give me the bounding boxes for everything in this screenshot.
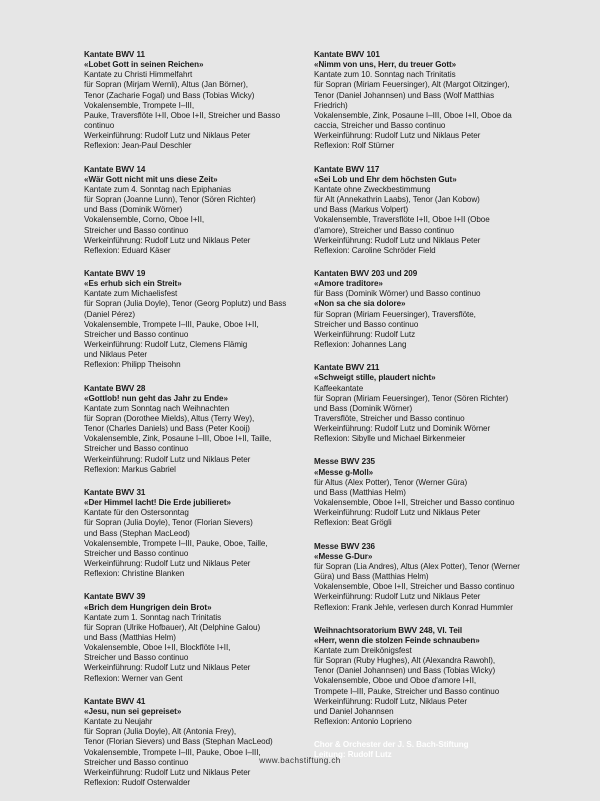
work-detail-line: Reflexion: Christine Blanken: [84, 569, 185, 579]
work-detail-line: Reflexion: Rolf Stürner: [314, 141, 395, 151]
work-subtitle: «Amore traditore»: [314, 279, 383, 289]
work-subtitle: «Jesu, nun sei gepreiset»: [84, 706, 182, 716]
work-detail-line: d'amore), Streicher und Basso continuo: [314, 225, 455, 235]
work-detail-line: Reflexion: Caroline Schröder Field: [314, 245, 436, 255]
right-column-entries: [314, 50, 536, 727]
work-detail-line: Streicher und Basso continuo: [84, 757, 189, 767]
work-detail-line: für Sopran (Julia Doyle), Alt (Antonia Frey),: [84, 727, 237, 737]
work-entry: [314, 165, 536, 256]
work-subtitle: «Non sa che sia dolore»: [314, 299, 406, 309]
work-detail-line: Kantate zu Christi Himmelfahrt: [84, 70, 193, 80]
work-detail-line: Kantate zum 10. Sonntag nach Trinitatis: [314, 70, 456, 80]
work-title: Kantate BWV 31: [84, 487, 146, 497]
work-detail-line: für Sopran (Miriam Feuersinger), Tenor (Sören Richter): [314, 393, 509, 403]
work-detail-line: Vokalensemble, Trompete I–III, Pauke, Oboe, Taille,: [84, 538, 268, 548]
work-detail-line: Vokalensemble, Trompete I–III,: [84, 100, 195, 110]
work-detail-line: und Bass (Matthias Helm): [314, 487, 406, 497]
work-title: Kantate BWV 11: [84, 50, 145, 59]
work-detail-line: Streicher und Basso continuo: [84, 444, 189, 454]
work-detail-line: Kantate für den Ostersonntag: [84, 508, 189, 518]
work-detail-line: Kantate zum Michaelisfest: [84, 289, 178, 299]
right-column: [314, 50, 536, 761]
work-detail-line: Werkeinführung: Rudolf Lutz und Niklaus Peter: [314, 508, 481, 518]
work-detail-line: Pauke, Traversflöte I+II, Oboe I+II, Streicher und Basso: [84, 110, 281, 120]
conductor-credit: Leitung: Rudolf Lutz: [314, 750, 392, 760]
ensemble-name: Chor & Orchester der J. S. Bach-Stiftung: [314, 740, 469, 750]
work-detail-line: und Bass (Matthias Helm): [84, 632, 176, 642]
work-detail-line: Reflexion: Philipp Theisohn: [84, 360, 181, 370]
work-title: Weihnachtsoratorium BWV 248, VI. Teil: [314, 625, 463, 635]
work-detail-line: Tenor (Florian Sievers) und Bass (Stephan MacLeod): [84, 737, 273, 747]
work-detail-line: Reflexion: Markus Gabriel: [84, 464, 176, 474]
work-detail-line: Friedrich): [314, 100, 348, 110]
work-subtitle: «Herr, wenn die stolzen Feinde schnauben»: [314, 635, 480, 645]
work-detail-line: für Sopran (Mirjam Wernli), Altus (Jan Börner),: [84, 80, 248, 90]
work-detail-line: Reflexion: Johannes Lang: [314, 340, 407, 350]
work-detail-line: Vokalensemble, Zink, Posaune I–III, Oboe I+II, Oboe da: [314, 110, 512, 120]
work-detail-line: und Niklaus Peter: [84, 350, 148, 360]
work-entry: [314, 269, 536, 350]
work-detail-line: Streicher und Basso continuo: [84, 329, 189, 339]
work-detail-line: Kantate zum 4. Sonntag nach Epiphanias: [84, 184, 232, 194]
work-title: Kantate BWV 41: [84, 696, 146, 706]
work-detail-line: Reflexion: Eduard Käser: [84, 245, 171, 255]
work-entry: [314, 542, 536, 613]
work-detail-line: für Sopran (Julia Doyle), Tenor (Florian Sievers): [84, 518, 253, 528]
work-detail-line: für Alt (Annekathrin Laabs), Tenor (Jan Kobow): [314, 195, 480, 205]
work-detail-line: Werkeinführung: Rudolf Lutz und Niklaus Peter: [314, 235, 481, 245]
work-detail-line: für Sopran (Dorothee Mields), Altus (Terry Wey),: [84, 414, 255, 423]
work-subtitle: «Nimm von uns, Herr, du treuer Gott»: [314, 60, 457, 70]
work-entry: [84, 592, 289, 683]
work-entry: [84, 697, 289, 788]
work-entry: [84, 488, 289, 579]
work-subtitle: «Schweigt stille, plaudert nicht»: [314, 373, 436, 383]
left-column: [84, 50, 289, 801]
work-detail-line: Werkeinführung: Rudolf Lutz, Niklaus Peter: [314, 696, 467, 706]
work-detail-line: für Altus (Alex Potter), Tenor (Werner Güra): [314, 477, 468, 487]
work-detail-line: Werkeinführung: Rudolf Lutz und Niklaus Peter: [84, 663, 251, 673]
work-detail-line: Werkeinführung: Rudolf Lutz und Niklaus Peter: [314, 592, 481, 602]
work-detail-line: Werkeinführung: Rudolf Lutz, Clemens Flämig: [84, 340, 248, 350]
work-detail-line: Reflexion: Werner van Gent: [84, 673, 183, 683]
work-title: Kantaten BWV 203 und 209: [314, 268, 418, 278]
work-detail-line: Vokalensemble, Zink, Posaune I–III, Oboe I+II, Taille,: [84, 434, 272, 444]
work-detail-line: Werkeinführung: Rudolf Lutz und Niklaus Peter: [84, 454, 251, 464]
work-detail-line: continuo: [84, 121, 115, 131]
work-detail-line: Trompete I–III, Pauke, Streicher und Basso continuo: [314, 686, 500, 696]
work-detail-line: Vokalensemble, Trompete I–III, Pauke, Oboe I+II,: [84, 319, 259, 329]
work-detail-line: caccia, Streicher und Basso continuo: [314, 121, 446, 131]
work-detail-line: für Sopran (Miriam Feuersinger), Alt (Margot Oitzinger),: [314, 80, 510, 90]
work-detail-line: Vokalensemble, Oboe und Oboe d'amore I+II,: [314, 676, 477, 686]
work-detail-line: und Bass (Markus Volpert): [314, 205, 409, 215]
work-detail-line: Streicher und Basso continuo: [84, 653, 189, 663]
work-detail-line: und Bass (Stephan MacLeod): [84, 528, 190, 538]
work-title: Kantate BWV 211: [314, 363, 380, 373]
work-detail-line: für Sopran (Miriam Feuersinger), Traversflöte,: [314, 309, 476, 319]
work-detail-line: für Sopran (Ruby Hughes), Alt (Alexandra Rawohl),: [314, 656, 496, 666]
work-detail-line: Kantate zum Sonntag nach Weihnachten: [84, 403, 230, 413]
work-detail-line: Werkeinführung: Rudolf Lutz und Niklaus Peter: [84, 767, 251, 777]
work-title: Messe BWV 236: [314, 541, 375, 551]
work-detail-line: (Daniel Pérez): [84, 309, 136, 319]
work-detail-line: und Bass (Dominik Wörner): [314, 403, 413, 413]
work-detail-line: Tenor (Daniel Johannsen) und Bass (Tobias Wicky): [314, 666, 496, 676]
work-title: Kantate BWV 39: [84, 592, 146, 602]
work-detail-line: Werkeinführung: Rudolf Lutz und Niklaus Peter: [84, 235, 251, 245]
work-detail-line: Traversflöte, Streicher und Basso continuo: [314, 414, 465, 423]
work-entry: [84, 50, 289, 152]
work-detail-line: für Sopran (Joanne Lunn), Tenor (Sören Richter): [84, 195, 256, 205]
work-detail-line: Vokalensemble, Oboe I+II, Blockflöte I+II,: [84, 643, 231, 653]
work-detail-line: Güra) und Bass (Matthias Helm): [314, 572, 429, 582]
work-detail-line: Reflexion: Beat Grögli: [314, 518, 392, 528]
work-detail-line: Kantate zu Neujahr: [84, 717, 153, 727]
work-detail-line: für Sopran (Julia Doyle), Tenor (Georg Poplutz) und Bass: [84, 299, 287, 309]
work-detail-line: Reflexion: Sibylle und Michael Birkenmeier: [314, 434, 466, 444]
work-subtitle: «Lobet Gott in seinen Reichen»: [84, 60, 204, 70]
work-detail-line: Werkeinführung: Rudolf Lutz und Niklaus Peter: [314, 131, 481, 141]
footer-url[interactable]: www.bachstiftung.ch: [259, 756, 341, 765]
work-title: Kantate BWV 117: [314, 164, 380, 174]
work-subtitle: «Gottlob! nun geht das Jahr zu Ende»: [84, 393, 228, 403]
work-detail-line: Tenor (Charles Daniels) und Bass (Peter Kooij): [84, 424, 250, 434]
work-entry: [314, 626, 536, 728]
work-detail-line: Tenor (Zacharie Fogal) und Bass (Tobias Wicky): [84, 90, 255, 100]
work-detail-line: Kantate zum 1. Sonntag nach Trinitatis: [84, 612, 222, 622]
work-entry: [84, 165, 289, 256]
work-detail-line: und Daniel Johannsen: [314, 706, 394, 716]
work-detail-line: Kaffeekantate: [314, 383, 364, 393]
work-title: Kantate BWV 14: [84, 164, 146, 174]
work-detail-line: Vokalensemble, Corno, Oboe I+II,: [84, 215, 205, 225]
work-detail-line: und Bass (Dominik Wörner): [84, 205, 183, 215]
work-title: Messe BWV 235: [314, 457, 375, 467]
work-detail-line: Vokalensemble, Traversflöte I+II, Oboe I+II (Oboe: [314, 215, 490, 225]
work-detail-line: Streicher und Basso continuo: [84, 548, 189, 558]
work-subtitle: «Sei Lob und Ehr dem höchsten Gut»: [314, 174, 457, 184]
work-detail-line: für Sopran (Lia Andres), Altus (Alex Potter), Tenor (Werner: [314, 561, 520, 571]
work-detail-line: Streicher und Basso continuo: [84, 225, 189, 235]
work-subtitle: «Wär Gott nicht mit uns diese Zeit»: [84, 174, 218, 184]
work-detail-line: Vokalensemble, Oboe I+II, Streicher und Basso continuo: [314, 582, 515, 592]
work-entry: [314, 457, 536, 528]
work-detail-line: für Sopran (Ulrike Hofbauer), Alt (Delphine Galou): [84, 622, 261, 632]
work-subtitle: «Messe G-Dur»: [314, 551, 373, 561]
work-detail-line: Werkeinführung: Rudolf Lutz und Niklaus Peter: [84, 131, 251, 141]
work-detail-line: Reflexion: Jean-Paul Deschler: [84, 141, 192, 151]
work-detail-line: Kantate zum Dreikönigsfest: [314, 645, 412, 655]
work-detail-line: Kantate ohne Zweckbestimmung: [314, 184, 431, 194]
work-entry: [84, 269, 289, 371]
work-detail-line: Reflexion: Frank Jehle, verlesen durch Konrad Hummler: [314, 602, 513, 612]
work-subtitle: «Brich dem Hungrigen dein Brot»: [84, 602, 212, 612]
work-title: Kantate BWV 101: [314, 50, 380, 59]
work-detail-line: Reflexion: Antonio Loprieno: [314, 717, 412, 727]
work-detail-line: Werkeinführung: Rudolf Lutz: [314, 329, 416, 339]
work-detail-line: für Bass (Dominik Wörner) und Basso continuo: [314, 289, 481, 299]
work-detail-line: Werkeinführung: Rudolf Lutz und Niklaus Peter: [84, 559, 251, 569]
work-detail-line: Streicher und Basso continuo: [314, 319, 419, 329]
work-detail-line: Werkeinführung: Rudolf Lutz und Dominik Wörner: [314, 424, 491, 434]
work-entry: [314, 363, 536, 444]
work-entry: [84, 384, 289, 475]
work-subtitle: «Messe g-Moll»: [314, 467, 374, 477]
work-title: Kantate BWV 19: [84, 268, 146, 278]
work-detail-line: Vokalensemble, Trompete I–III, Pauke, Oboe I–III,: [84, 747, 261, 757]
work-subtitle: «Der Himmel lacht! Die Erde jubilieret»: [84, 498, 231, 508]
work-subtitle: «Es erhub sich ein Streit»: [84, 279, 182, 289]
work-title: Kantate BWV 28: [84, 383, 146, 393]
work-detail-line: Vokalensemble, Oboe I+II, Streicher und Basso continuo: [314, 498, 515, 508]
work-entry: [314, 50, 536, 152]
work-detail-line: Tenor (Daniel Johannsen) und Bass (Wolf Matthias: [314, 90, 495, 100]
work-detail-line: Reflexion: Rudolf Osterwalder: [84, 778, 191, 787]
